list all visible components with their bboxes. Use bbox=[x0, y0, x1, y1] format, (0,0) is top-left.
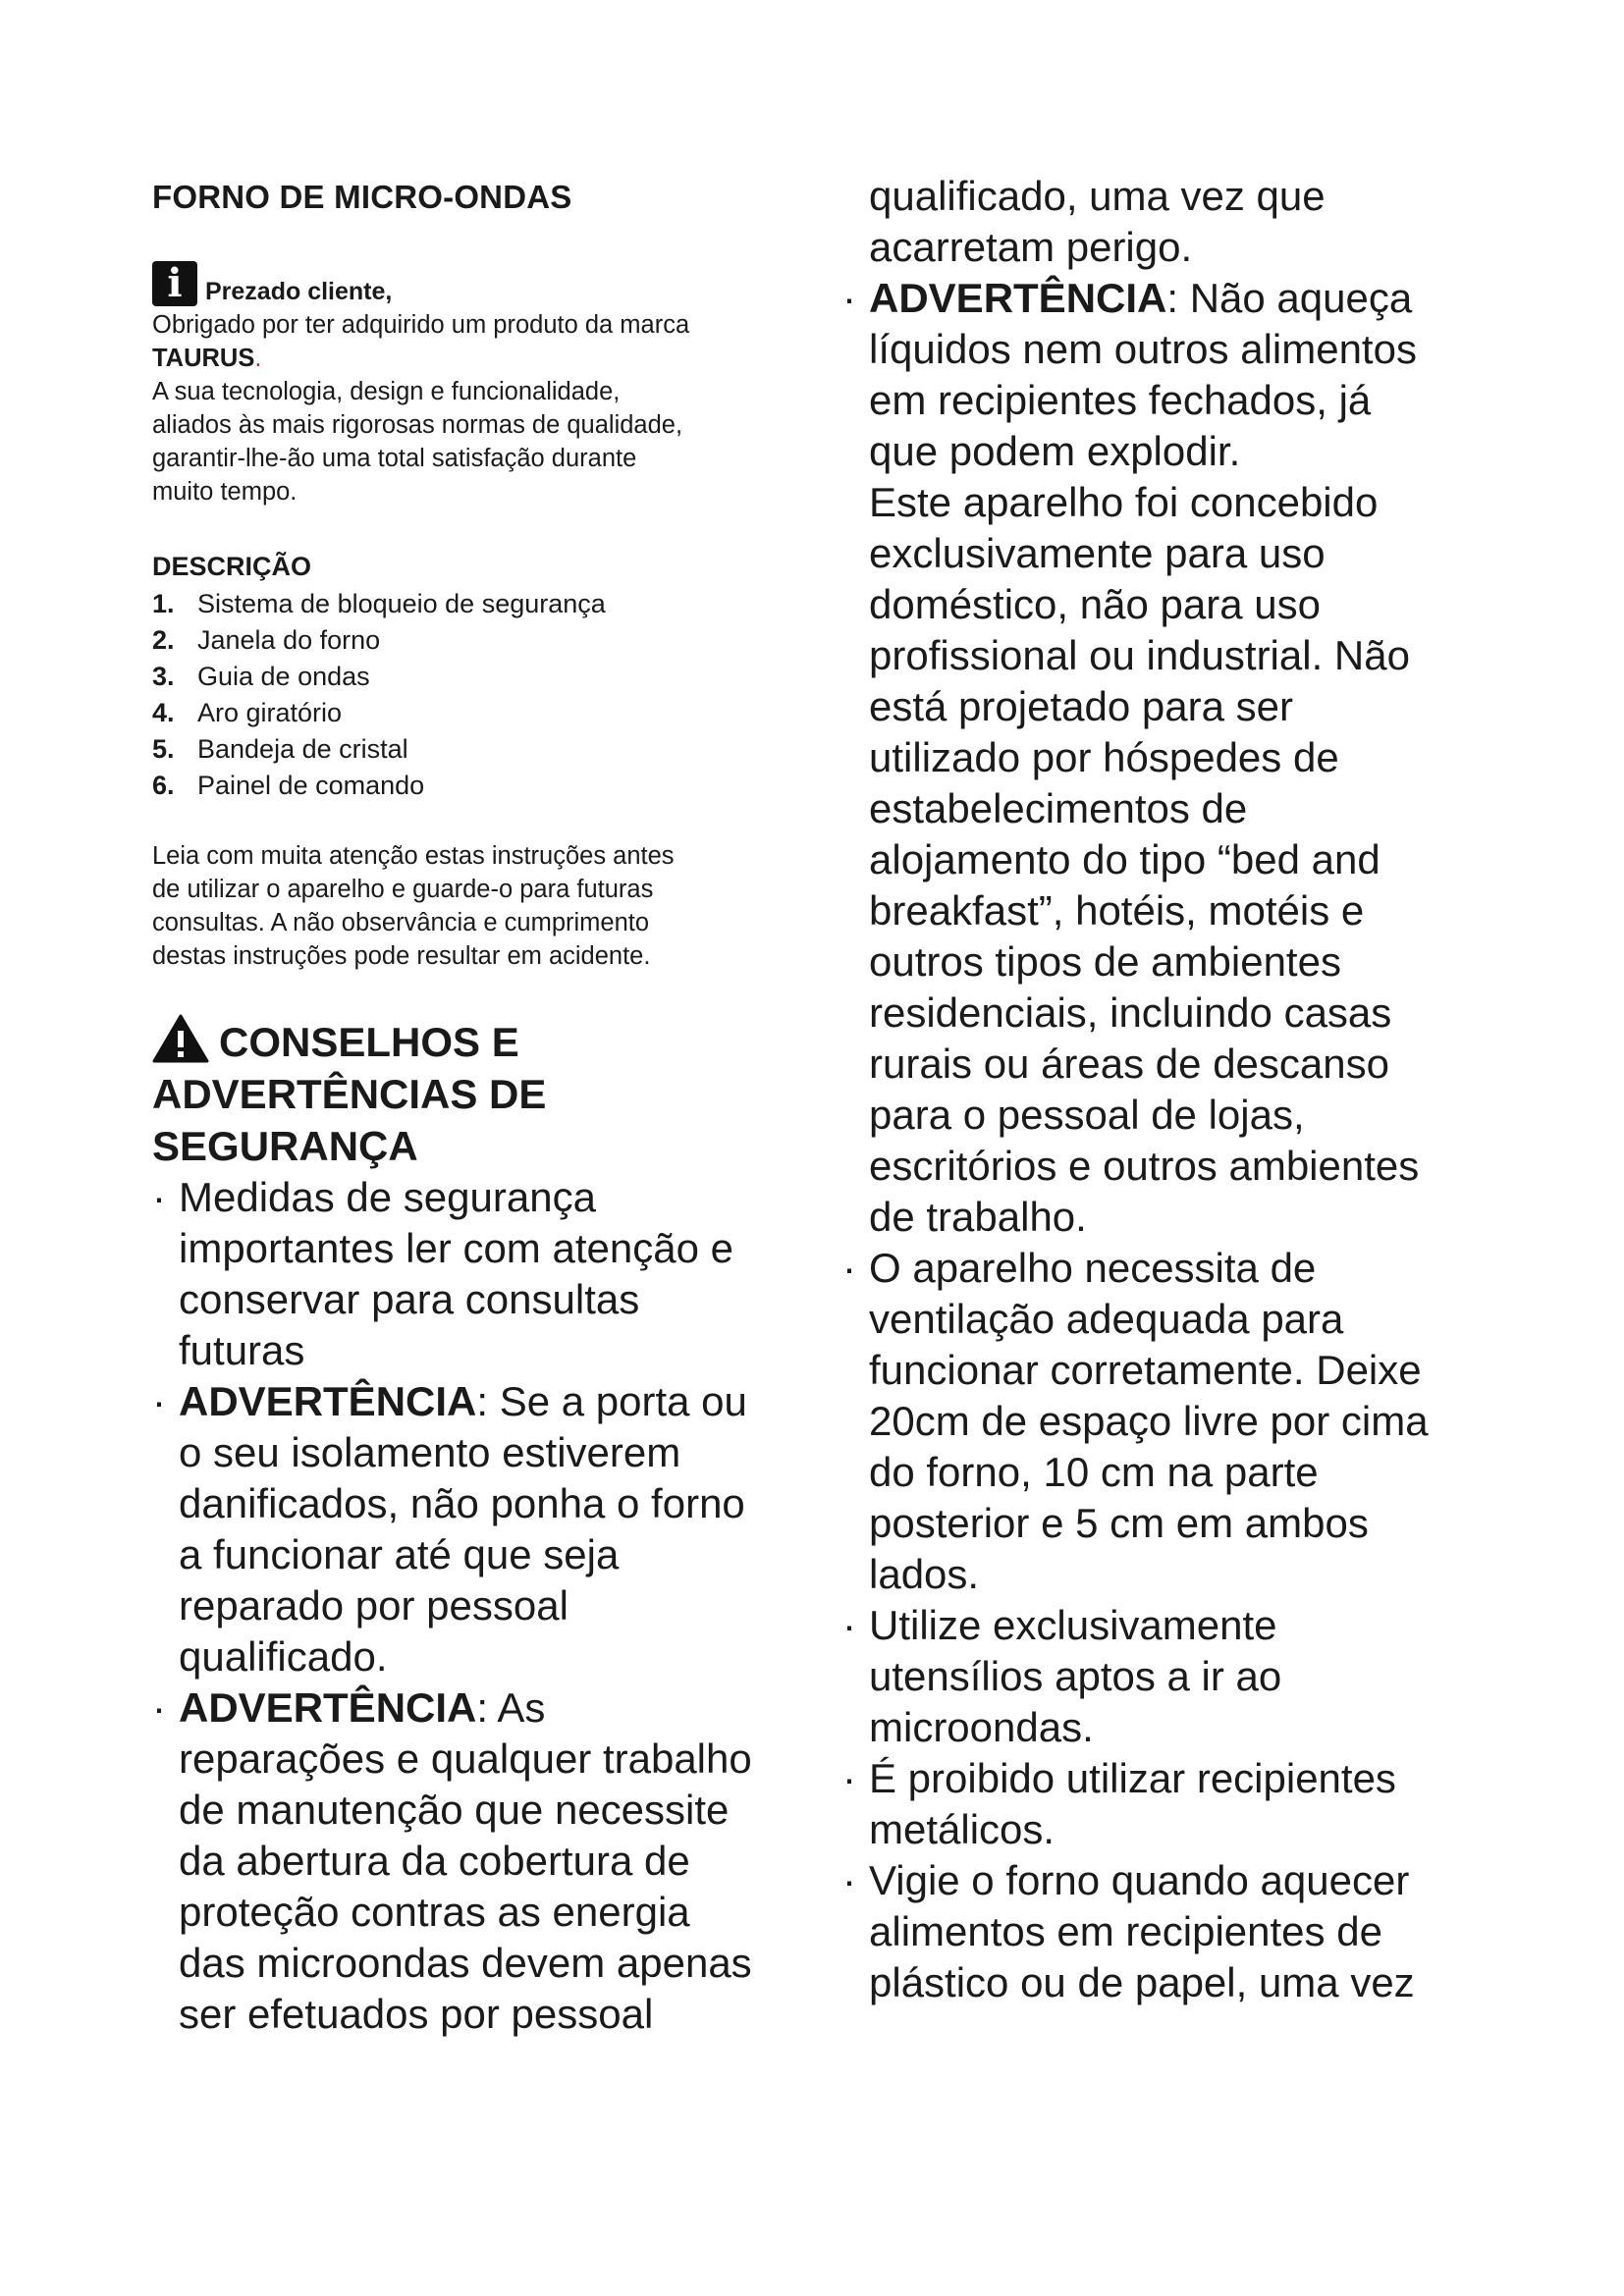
text-line: utilizado por hóspedes de bbox=[869, 734, 1339, 780]
bullet-line: utensílios aptos a ir ao bbox=[869, 1653, 1282, 1699]
intro-line: muito tempo. bbox=[152, 478, 298, 506]
bullet-line: da abertura da cobertura de bbox=[179, 1838, 690, 1884]
document-title: FORNO DE MICRO-ONDAS bbox=[152, 179, 572, 215]
bullet-item bbox=[152, 1376, 800, 1682]
intro-line: aliados às mais rigorosas normas de qualidade, bbox=[152, 411, 683, 439]
bullet-line: Medidas de segurança bbox=[179, 1174, 596, 1220]
text-line: doméstico, não para uso bbox=[869, 581, 1321, 627]
bullet-item bbox=[842, 1600, 1490, 1753]
text-line: está projetado para ser bbox=[869, 683, 1293, 729]
warning-triangle-icon bbox=[152, 1014, 209, 1063]
bullet-line: É proibido utilizar recipientes bbox=[869, 1755, 1396, 1801]
bullet-line: reparado por pessoal bbox=[179, 1582, 568, 1629]
bullet-dot: · bbox=[842, 275, 856, 321]
text-line: de trabalho. bbox=[869, 1194, 1087, 1240]
bullet-line: importantes ler com atenção e bbox=[179, 1225, 733, 1271]
brand-name: TAURUS bbox=[152, 345, 255, 372]
brand-punct: . bbox=[254, 345, 262, 372]
greeting: Prezado cliente, bbox=[205, 278, 393, 305]
text-line: rurais ou áreas de descanso bbox=[869, 1041, 1389, 1087]
bullet-line: alimentos em recipientes de bbox=[869, 1908, 1382, 1954]
text-line: residenciais, incluindo casas bbox=[869, 989, 1392, 1036]
heading-line: ADVERTÊNCIAS DE bbox=[152, 1071, 547, 1117]
item-label: Bandeja de cristal bbox=[197, 734, 408, 764]
bullet-line: : Não aqueça bbox=[1166, 275, 1413, 321]
bullet-line: qualificado. bbox=[179, 1633, 388, 1680]
safety-heading bbox=[152, 1016, 800, 1068]
bullet-line: do forno, 10 cm na parte bbox=[869, 1449, 1319, 1495]
bullet-line: lados. bbox=[869, 1551, 980, 1597]
bullet-dot: · bbox=[152, 1684, 166, 1731]
continuation-text bbox=[842, 171, 1490, 273]
warning-lead: ADVERTÊNCIA bbox=[179, 1684, 477, 1731]
bullet-line: conservar para consultas bbox=[179, 1276, 640, 1322]
bullet-line: reparações e qualquer trabalho bbox=[179, 1735, 752, 1782]
intro-line: garantir-lhe-ão uma total satisfação durante bbox=[152, 445, 637, 472]
item-number: 2. bbox=[152, 625, 175, 655]
bullet-line: ventilação adequada para bbox=[869, 1296, 1344, 1342]
left-column bbox=[152, 167, 800, 2040]
usage-paragraph bbox=[842, 477, 1490, 1243]
greeting-row bbox=[152, 261, 800, 306]
description-list bbox=[152, 586, 800, 804]
list-item bbox=[152, 768, 800, 804]
item-label: Guia de ondas bbox=[197, 662, 370, 691]
bullet-item bbox=[842, 273, 1490, 477]
description-title: DESCRIÇÃO bbox=[152, 552, 312, 581]
item-label: Sistema de bloqueio de segurança bbox=[197, 589, 606, 618]
intro-paragraph bbox=[152, 375, 800, 508]
text-line: outros tipos de ambientes bbox=[869, 938, 1341, 985]
text-line: Este aparelho foi concebido bbox=[869, 479, 1379, 525]
info-icon: i bbox=[152, 261, 197, 306]
notice-line: de utilizar o aparelho e guarde-o para futuras bbox=[152, 876, 654, 903]
thanks-text bbox=[152, 308, 800, 375]
bullet-item bbox=[842, 1855, 1490, 2008]
text-line: exclusivamente para uso bbox=[869, 530, 1326, 576]
text-line: qualificado, uma vez que bbox=[869, 173, 1326, 219]
item-number: 1. bbox=[152, 589, 175, 618]
bullet-item bbox=[842, 1753, 1490, 1855]
bullet-line: : As bbox=[476, 1684, 546, 1731]
bullet-item bbox=[152, 1172, 800, 1376]
bullet-line: de manutenção que necessite bbox=[179, 1787, 730, 1833]
notice-line: Leia com muita atenção estas instruções antes bbox=[152, 842, 675, 870]
list-item bbox=[152, 586, 800, 622]
bullet-line: ser efetuados por pessoal bbox=[179, 1991, 654, 2037]
bullet-dot: · bbox=[842, 1245, 856, 1291]
bullet-dot: · bbox=[842, 1755, 856, 1801]
bullet-line: 20cm de espaço livre por cima bbox=[869, 1398, 1429, 1444]
bullet-line: proteção contras as energia bbox=[179, 1889, 690, 1935]
bullet-line: : Se a porta ou bbox=[476, 1378, 747, 1424]
list-item bbox=[152, 695, 800, 731]
bullet-item bbox=[152, 1682, 800, 2040]
heading-line: CONSELHOS E bbox=[219, 1019, 519, 1065]
bullet-line: O aparelho necessita de bbox=[869, 1245, 1317, 1291]
heading-line: SEGURANÇA bbox=[152, 1123, 418, 1169]
bullet-line: o seu isolamento estiverem bbox=[179, 1429, 681, 1475]
bullet-line: microondas. bbox=[869, 1704, 1094, 1750]
item-number: 6. bbox=[152, 771, 175, 800]
item-number: 4. bbox=[152, 698, 175, 727]
list-item bbox=[152, 659, 800, 695]
text-line: profissional ou industrial. Não bbox=[869, 632, 1410, 678]
safety-heading-cont bbox=[152, 1068, 800, 1172]
notice-line: consultas. A não observância e cumprimento bbox=[152, 909, 650, 936]
bullet-line: em recipientes fechados, já bbox=[869, 377, 1372, 423]
bullet-line: plástico ou de papel, uma vez bbox=[869, 1959, 1415, 2005]
bullet-item bbox=[842, 1243, 1490, 1600]
bullet-line: líquidos nem outros alimentos bbox=[869, 326, 1417, 372]
intro-line: A sua tecnologia, design e funcionalidade, bbox=[152, 378, 621, 405]
bullet-dot: · bbox=[152, 1378, 166, 1424]
notice-line: destas instruções pode resultar em acidente. bbox=[152, 942, 651, 970]
bullet-line: Vigie o forno quando aquecer bbox=[869, 1857, 1410, 1903]
warning-lead: ADVERTÊNCIA bbox=[179, 1378, 477, 1424]
list-item bbox=[152, 731, 800, 768]
text-line: para o pessoal de lojas, bbox=[869, 1092, 1305, 1138]
bullet-line: metálicos. bbox=[869, 1806, 1056, 1852]
warning-lead: ADVERTÊNCIA bbox=[869, 275, 1167, 321]
text-line: estabelecimentos de bbox=[869, 785, 1248, 831]
bullet-line: futuras bbox=[179, 1327, 305, 1373]
bullet-line: a funcionar até que seja bbox=[179, 1531, 620, 1577]
text-line: acarretam perigo. bbox=[869, 224, 1193, 270]
item-number: 3. bbox=[152, 662, 175, 691]
bullet-line: Utilize exclusivamente bbox=[869, 1602, 1277, 1648]
bullet-dot: · bbox=[842, 1857, 856, 1903]
item-label: Painel de comando bbox=[197, 771, 425, 800]
safety-heading-text bbox=[219, 1016, 519, 1068]
bullet-line: posterior e 5 cm em ambos bbox=[869, 1500, 1369, 1546]
right-column bbox=[842, 171, 1490, 2008]
item-label: Janela do forno bbox=[197, 625, 381, 655]
bullet-line: funcionar corretamente. Deixe bbox=[869, 1347, 1422, 1393]
bullet-line: das microondas devem apenas bbox=[179, 1940, 752, 1986]
bullet-dot: · bbox=[152, 1174, 166, 1220]
bullet-line: danificados, não ponha o forno bbox=[179, 1480, 745, 1526]
text-line: alojamento do tipo “bed and bbox=[869, 836, 1380, 882]
bullet-dot: · bbox=[842, 1602, 856, 1648]
text-line: breakfast”, hotéis, motéis e bbox=[869, 887, 1365, 934]
text-line: escritórios e outros ambientes bbox=[869, 1143, 1420, 1189]
item-number: 5. bbox=[152, 734, 175, 764]
item-label: Aro giratório bbox=[197, 698, 343, 727]
notice-paragraph bbox=[152, 839, 800, 973]
list-item bbox=[152, 622, 800, 659]
bullet-line: que podem explodir. bbox=[869, 428, 1241, 474]
thanks-line: Obrigado por ter adquirido um produto da marca bbox=[152, 311, 690, 339]
